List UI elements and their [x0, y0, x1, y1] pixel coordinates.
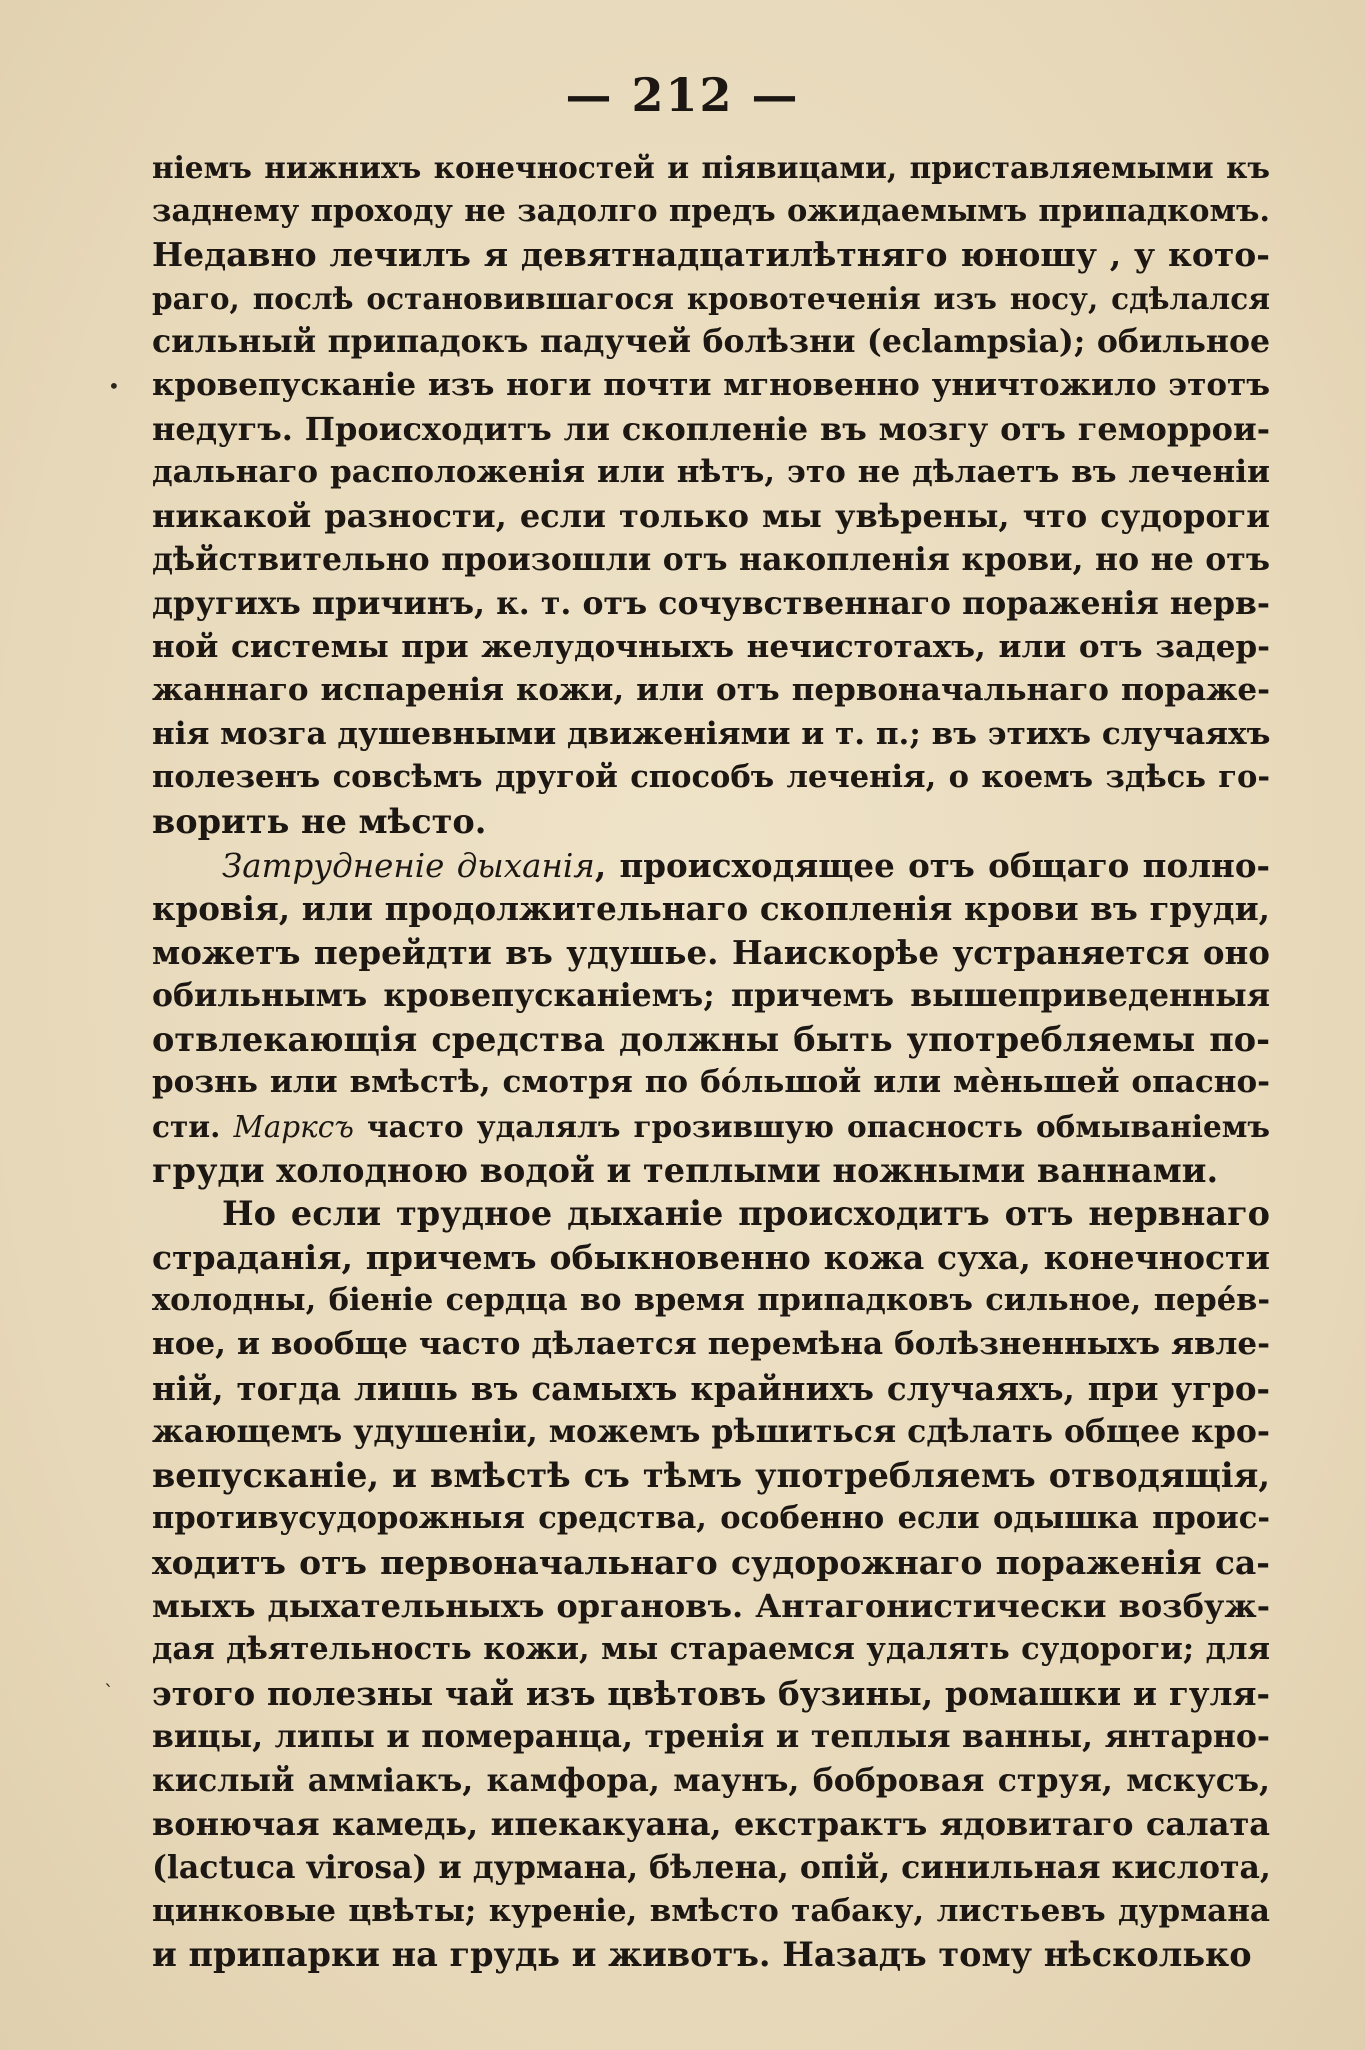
- italic-term: Затрудненіе дыханія: [222, 846, 595, 885]
- text-line: [152, 1192, 1270, 1236]
- italic-term: Марксъ: [233, 1110, 354, 1145]
- text-line: [152, 1541, 1270, 1585]
- text-content: холодны, біеніе сердца во время припадковъ сильное, пере́в-: [152, 1282, 1270, 1319]
- paper-speck: •: [108, 374, 120, 398]
- text-content: можетъ перейдти въ удушье. Наискорѣе устраняется оно: [152, 932, 1270, 972]
- text-content: кислый аммiакъ, камфора, маунъ, бобровая струя, мскусъ,: [152, 1761, 1270, 1799]
- text-content: другихъ причинъ, к. т. отъ сочувственнаго пораженія нерв-: [152, 584, 1270, 622]
- text-content: никакой разности, если только мы увѣрены, что судороги: [152, 496, 1270, 535]
- text-content: отвлекающія средства должны быть употребляемы по-: [152, 1019, 1270, 1059]
- text-content: ной системы при желудочныхъ нечистотахъ, или отъ задер-: [152, 628, 1270, 665]
- text-content: дая дѣятельность кожи, мы стараемся удалять судороги; для: [152, 1631, 1270, 1668]
- text-line: [152, 146, 1270, 190]
- text-line: [152, 1018, 1270, 1062]
- text-line: [152, 582, 1270, 626]
- text-line: [152, 669, 1270, 713]
- text-line: [152, 1759, 1270, 1803]
- text-line: [152, 931, 1270, 975]
- text-content: страданія, причемъ обыкновенно кожа суха, конечности: [152, 1237, 1270, 1277]
- text-content: рознь или вмѣстѣ, смотря по бо́льшой или мѐньшей опасно-: [152, 1064, 1270, 1101]
- text-content: нія мозга душевными движеніями и т. п.; въ этихъ случаяхъ: [152, 715, 1271, 752]
- text-content: вонючая камедь, ипекакуана, екстрактъ ядовитаго салата: [152, 1804, 1270, 1843]
- text-line: [152, 1846, 1270, 1890]
- text-line: [152, 1672, 1270, 1716]
- text-line: [152, 408, 1270, 452]
- text-line: [152, 233, 1270, 277]
- text-lead: сти.: [152, 1109, 234, 1145]
- text-line: [152, 626, 1270, 670]
- text-content: (lactuca virosa) и дурмана, бѣлена, опій, синильная кислота,: [152, 1849, 1271, 1887]
- text-content: жающемъ удушеніи, можемъ рѣшиться сдѣлать общее кро-: [152, 1413, 1270, 1451]
- text-content: ворить не мѣсто.: [152, 801, 487, 841]
- text-line: [152, 887, 1270, 931]
- text-content: этого полезны чай изъ цвѣтовъ бузины, ромашки и гуля-: [152, 1673, 1270, 1713]
- text-line: [152, 1323, 1270, 1367]
- text-line: [152, 974, 1270, 1018]
- text-line: [152, 495, 1270, 539]
- text-line: [152, 1628, 1270, 1672]
- text-line: [152, 1585, 1270, 1629]
- text-content: кровепусканіе изъ ноги почти мгновенно уничтожило этотъ: [152, 366, 1270, 403]
- text-line: [152, 1890, 1270, 1934]
- text-content: кровія, или продолжительнаго скопленія крови въ груди,: [152, 889, 1270, 929]
- text-content: ходитъ отъ первоначальнаго судорожнаго пораженія са-: [152, 1543, 1270, 1582]
- text-content: мыхъ дыхательныхъ органовъ. Антагонистически возбуж-: [152, 1586, 1270, 1625]
- text-line: [152, 1061, 1270, 1105]
- text-line: [152, 1367, 1270, 1411]
- text-line: [152, 1715, 1270, 1759]
- text-content: противусудорожныя средства, особенно если одышка проис-: [152, 1500, 1270, 1537]
- text-content: полезенъ совсѣмъ другой способъ леченія, о коемъ здѣсь го-: [152, 759, 1270, 796]
- text-line: [152, 800, 1270, 844]
- text-content: Но если трудное дыханіе происходитъ отъ нервнаго: [222, 1194, 1270, 1234]
- text-content: ній, тогда лишь въ самыхъ крайнихъ случаяхъ, при угро-: [152, 1368, 1270, 1408]
- text-line: [152, 844, 1270, 888]
- text-line: [152, 1933, 1270, 1977]
- text-content: вицы, липы и померанца, тренія и теплыя ванны, янтарно-: [152, 1718, 1270, 1756]
- text-line: [152, 1410, 1270, 1454]
- text-line: [152, 1497, 1270, 1541]
- text-content: ное, и вообще часто дѣлается перемѣна болѣзненныхъ явле-: [152, 1326, 1270, 1363]
- text-line: [152, 451, 1270, 495]
- text-content: обильнымъ кровепусканіемъ; причемъ вышеприведенныя: [152, 977, 1270, 1015]
- text-content: , происходящее отъ общаго полно-: [594, 845, 1270, 885]
- text-content: дальнаго расположенія или нѣтъ, это не дѣлаетъ въ леченіи: [152, 454, 1270, 491]
- text-content: недугъ. Происходитъ ли скопленіе въ мозгу отъ геморрои-: [152, 409, 1270, 448]
- text-content: и припарки на грудь и животъ. Назадъ тому нѣсколько: [152, 1935, 1252, 1975]
- text-content: груди холодною водой и теплыми ножными ваннами.: [152, 1150, 1219, 1190]
- text-line: [152, 1105, 1270, 1149]
- text-line: [152, 1454, 1270, 1498]
- text-content: Недавно лечилъ я девятнадцатилѣтняго юношу , у кото-: [152, 235, 1270, 275]
- page-number: — 212 —: [565, 68, 800, 122]
- text-line: [152, 364, 1270, 408]
- text-line: [152, 1236, 1270, 1280]
- text-line: [152, 756, 1270, 800]
- text-line: [152, 320, 1270, 364]
- body-text: [152, 146, 1270, 1977]
- text-content: часто удалялъ грозившую опасность обмываніемъ: [353, 1109, 1270, 1145]
- text-content: вепусканіе, и вмѣстѣ съ тѣмъ употребляемъ отводящія,: [152, 1455, 1270, 1495]
- text-content: цинковые цвѣты; куреніе, вмѣсто табаку, листьевъ дурмана: [152, 1892, 1270, 1929]
- text-content: заднему проходу не задолго предъ ожидаемымъ припадкомъ.: [152, 192, 1270, 229]
- text-line: [152, 1803, 1270, 1847]
- text-content: дѣйствительно произошли отъ накопленія крови, но не отъ: [152, 541, 1270, 579]
- text-line: [152, 1149, 1270, 1193]
- text-line: [152, 190, 1270, 234]
- text-content: жаннаго испаренія кожи, или отъ первоначальнаго пораже-: [152, 672, 1270, 709]
- text-line: [152, 1279, 1270, 1323]
- text-line: [152, 538, 1270, 582]
- text-line: [152, 713, 1270, 757]
- paper-speck: `: [104, 1680, 114, 1704]
- text-content: ніемъ нижнихъ конечностей и піявицами, приставляемыми къ: [152, 150, 1270, 185]
- text-line: [152, 277, 1270, 321]
- text-content: сильный припадокъ падучей болѣзни (eclampsia); обильное: [152, 323, 1270, 361]
- text-content: раго, послѣ остановившагося кровотеченія изъ носу, сдѣлался: [152, 280, 1270, 316]
